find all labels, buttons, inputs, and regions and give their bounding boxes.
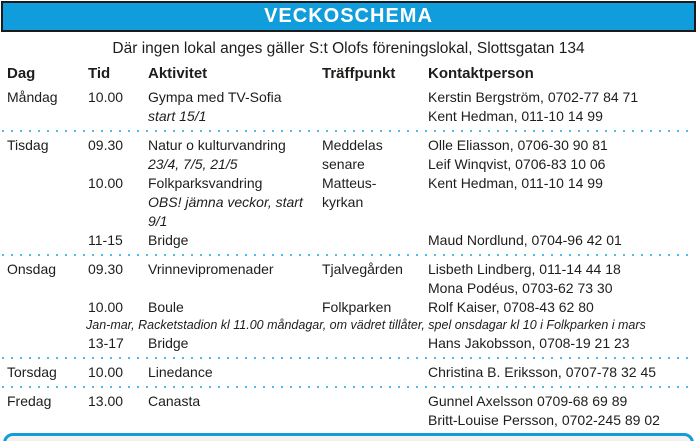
contact-line: Kerstin Bergström, 0702-77 84 71: [428, 89, 639, 105]
day-label: Fredag: [7, 393, 52, 409]
time-cell: 13.00: [88, 393, 124, 409]
page-title: VECKOSCHEMA: [264, 5, 433, 27]
activity-name: Bridge: [148, 232, 189, 248]
place-cell: Meddelas senare: [322, 137, 383, 172]
contact-cell: [428, 136, 693, 174]
place-cell: Tjalvegården: [322, 261, 403, 277]
contact-line: Maud Nordlund, 0704-96 42 01: [428, 232, 622, 248]
place-cell: Folkparken: [322, 299, 392, 315]
day-label: Måndag: [7, 89, 58, 105]
time-cell: 10.00: [88, 175, 124, 191]
activity-note: 23/4, 7/5, 21/5: [148, 156, 238, 172]
contact-cell: [428, 260, 693, 298]
schedule-row: [0, 334, 697, 353]
activity-name: Linedance: [148, 364, 213, 380]
day-label: Tisdag: [7, 137, 49, 153]
contact-line: Rolf Kaiser, 0708-43 62 80: [428, 299, 594, 315]
time-cell: 11-15: [88, 232, 123, 248]
contact-line: Kent Hedman, 011-10 14 99: [428, 108, 603, 124]
contact-cell: [428, 392, 693, 430]
schedule-row: [0, 174, 697, 231]
contact-line: Mona Podéus, 0703-62 73 30: [428, 280, 613, 296]
column-header-aktivitet: Aktivitet: [148, 65, 208, 82]
contact-cell: [428, 88, 693, 126]
day-section-fredag: [0, 388, 697, 434]
activity-cell: [148, 392, 322, 411]
activity-cell: [148, 260, 322, 279]
activity-name: Vrinnevipromenader: [148, 261, 274, 277]
contact-line: Christina B. Eriksson, 0707-78 32 45: [428, 364, 657, 380]
activity-note: OBS! jämna veckor, start 9/1: [148, 194, 303, 229]
schedule-row: [0, 136, 697, 174]
subtitle: Där ingen lokal anges gäller S:t Olofs föreningslokal, Slottsgatan 134: [112, 40, 585, 57]
column-header-kontaktperson: Kontaktperson: [428, 65, 534, 82]
activity-note: start 15/1: [148, 108, 207, 124]
time-cell: 10.00: [88, 364, 124, 380]
place-cell: Matteus-kyrkan: [322, 175, 377, 210]
activity-name: Bridge: [148, 335, 189, 351]
title-bar: [1, 1, 696, 32]
contact-line: Hans Jakobsson, 0708-19 21 23: [428, 335, 630, 351]
time-cell: 13-17: [88, 335, 124, 351]
time-cell: 10.00: [88, 299, 124, 315]
day-section-onsdag: [0, 256, 697, 357]
activity-cell: [148, 298, 322, 317]
day-label: Torsdag: [7, 364, 57, 380]
activity-cell: [148, 231, 322, 250]
day-section-tisdag: [0, 132, 697, 254]
schedule-row: [0, 88, 697, 126]
section-note: Jan-mar, Racketstadion kl 11.00 måndagar, om vädret tillåter, spel onsdagar kl 10 i Folkparken i mars: [86, 318, 646, 332]
activity-name: Canasta: [148, 393, 201, 409]
time-cell: 10.00: [88, 89, 124, 105]
column-header-traffpunkt: Träffpunkt: [322, 65, 396, 82]
day-section-torsdag: [0, 359, 697, 386]
schedule-row: [0, 298, 697, 317]
schedule-row: [0, 392, 697, 430]
column-header-dag: Dag: [7, 65, 36, 82]
contact-cell: [428, 298, 693, 317]
column-header-tid: Tid: [88, 65, 111, 82]
activity-cell: [148, 363, 322, 382]
contact-line: Lisbeth Lindberg, 011-14 44 18: [428, 261, 621, 277]
table-header: [0, 64, 697, 84]
contact-line: Kent Hedman, 011-10 14 99: [428, 175, 603, 191]
activity-cell: [148, 334, 322, 353]
contact-line: Britt-Louise Persson, 0702-245 89 02: [428, 412, 660, 428]
contact-cell: [428, 231, 693, 250]
schedule-row: [0, 231, 697, 250]
activity-cell: [148, 174, 322, 231]
contact-line: Leif Winqvist, 0706-83 10 06: [428, 156, 606, 172]
contact-cell: [428, 334, 693, 353]
activity-cell: [148, 136, 322, 174]
schedule-row: [0, 260, 697, 298]
schedule-row: [0, 363, 697, 382]
activity-name: Natur o kulturvandring: [148, 137, 286, 153]
contact-line: Gunnel Axelsson 0709-68 69 89: [428, 393, 628, 409]
bottom-rounded-box: [3, 433, 694, 441]
contact-line: Olle Eliasson, 0706-30 90 81: [428, 137, 608, 153]
activity-cell: [148, 88, 322, 126]
contact-cell: [428, 174, 693, 193]
time-cell: 09.30: [88, 137, 124, 153]
activity-name: Gympa med TV-Sofia: [148, 89, 282, 105]
day-section-mandag: [0, 84, 697, 130]
time-cell: 09.30: [88, 261, 124, 277]
activity-name: Folkparksvandring: [148, 175, 263, 191]
activity-name: Boule: [148, 299, 184, 315]
contact-cell: [428, 363, 693, 382]
day-label: Onsdag: [7, 261, 57, 277]
